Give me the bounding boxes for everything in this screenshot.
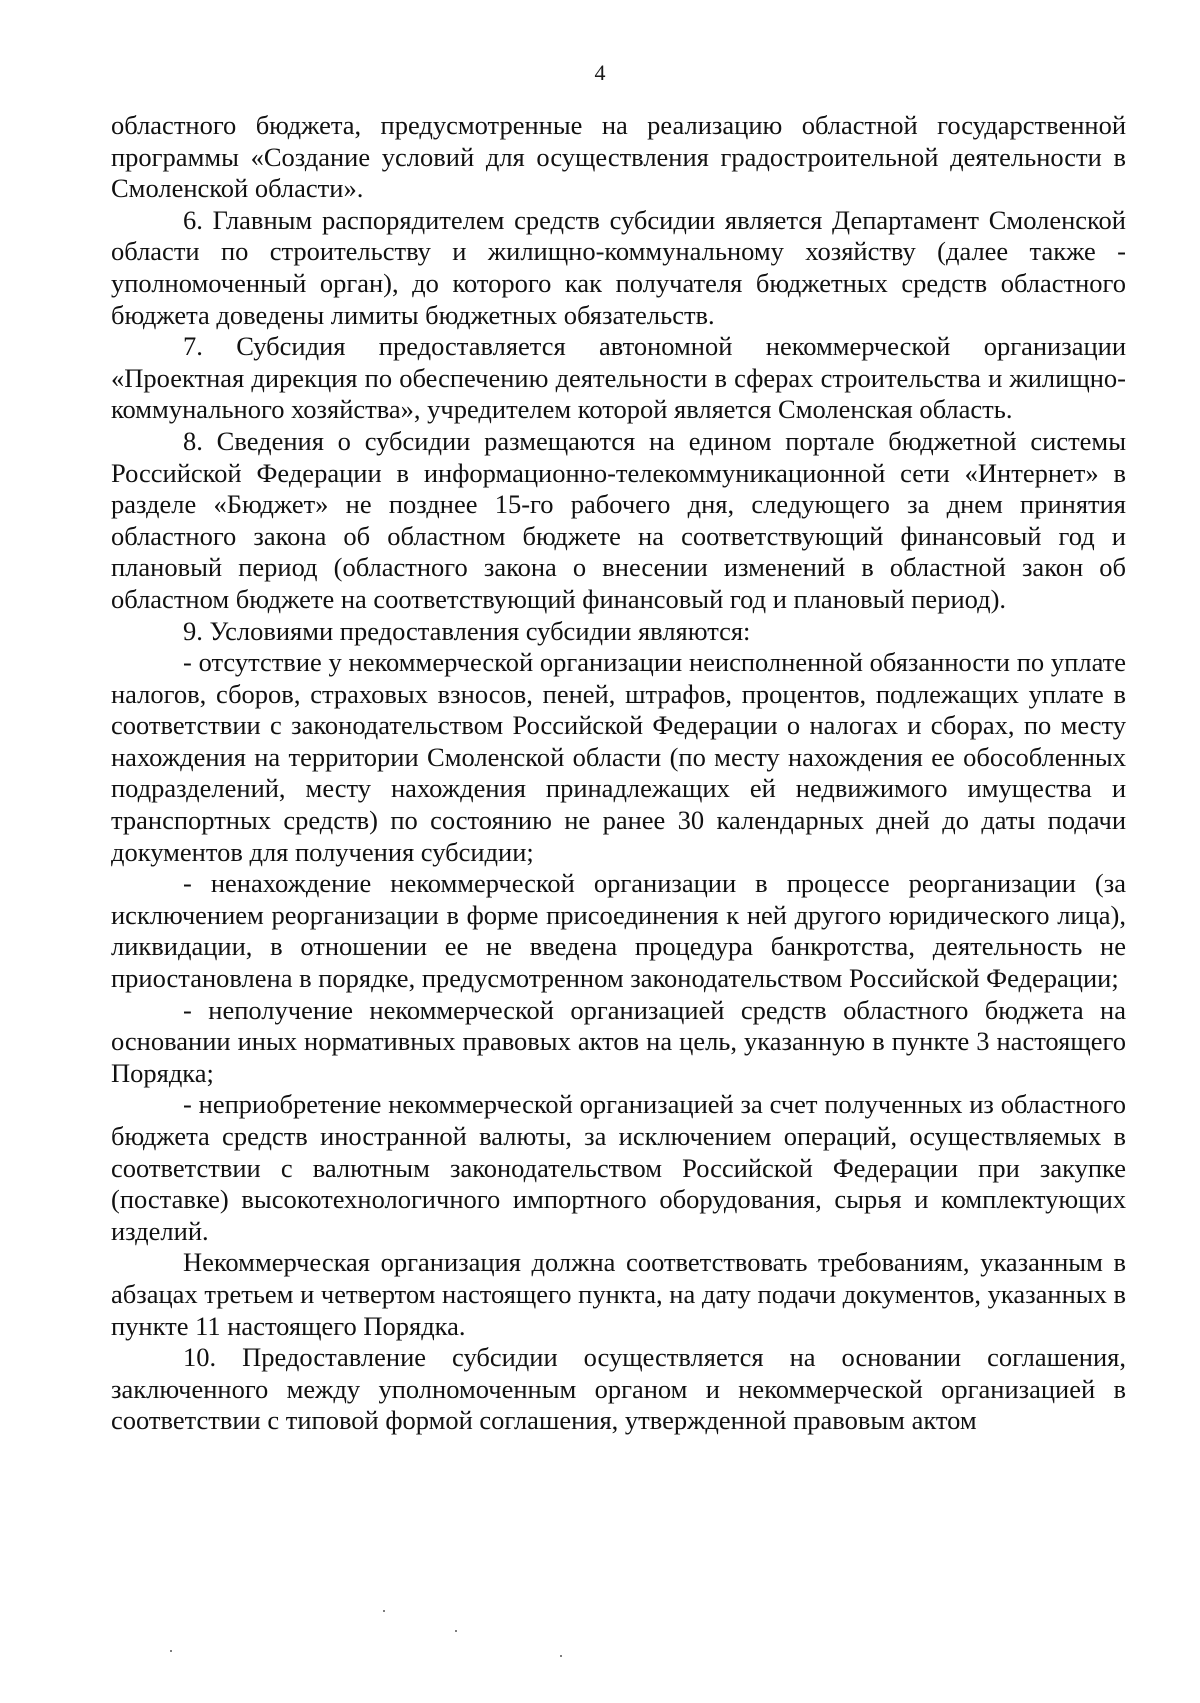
scan-speck — [383, 1610, 385, 1612]
paragraph-item-7: 7. Субсидия предоставляется автономной некоммерческой организации «Проектная дирекция по обеспечению деятельности в сферах строительства и жилищно-коммунального хозяйства», учредителем которой является Смоленская область. — [111, 331, 1126, 425]
page-number: 4 — [594, 60, 606, 85]
document-body — [111, 110, 1126, 1437]
condition-no-foreign-currency: - неприобретение некоммерческой организацией за счет полученных из областного бюджета средств иностранной валюты, за исключением операций, осуществляемых в соответствии с валютным законодательством Российской Федерации при закупке (поставке) высокотехнологичного импортного оборудования, сырья и комплектующих изделий. — [111, 1089, 1126, 1246]
scan-speck — [455, 1630, 457, 1632]
paragraph-requirements-date: Некоммерческая организация должна соответствовать требованиям, указанным в абзацах третьем и четвертом настоящего пункта, на дату подачи документов, указанных в пункте 11 настоящего Порядка. — [111, 1247, 1126, 1341]
condition-tax-debt: - отсутствие у некоммерческой организации неисполненной обязанности по уплате налогов, сборов, страховых взносов, пеней, штрафов, процентов, подлежащих уплате в соответствии с законодательством Российской Федерации о налогах и сборах, по месту нахождения на территории Смоленской области (по месту нахождения ее обособленных подразделений, месту нахождения принадлежащих ей недвижимого имущества и транспортных средств) по состоянию не ранее 30 календарных дней до даты подачи документов для получения субсидии; — [111, 647, 1126, 867]
paragraph-item-10: 10. Предоставление субсидии осуществляется на основании соглашения, заключенного между уполномоченным органом и некоммерческой организацией в соответствии с типовой формой соглашения, утвержденной правовым актом — [111, 1342, 1126, 1436]
condition-reorganization: - ненахождение некоммерческой организации в процессе реорганизации (за исключением реорганизации в форме присоединения к ней другого юридического лица), ликвидации, в отношении ее не введена процедура банкротства, деятельность не приостановлена в порядке, предусмотренном законодательством Российской Федерации; — [111, 868, 1126, 994]
paragraph-item-8: 8. Сведения о субсидии размещаются на едином портале бюджетной системы Российской Федерации в информационно-телекоммуникационной сети «Интернет» в разделе «Бюджет» не позднее 15-го рабочего дня, следующего за днем принятия областного закона об областном бюджете на соответствующий финансовый год и плановый период (областного закона о внесении изменений в областной закон об областном бюджете на соответствующий финансовый год и плановый период). — [111, 425, 1126, 614]
scan-speck — [170, 1650, 172, 1652]
scan-speck — [560, 1655, 562, 1657]
paragraph-item-6: 6. Главным распорядителем средств субсидии является Департамент Смоленской области по строительству и жилищно-коммунальному хозяйству (далее также - уполномоченный орган), до которого как получателя бюджетных средств областного бюджета доведены лимиты бюджетных обязательств. — [111, 204, 1126, 330]
paragraph-continuation: областного бюджета, предусмотренные на реализацию областной государственной программы «Создание условий для осуществления градостроительной деятельности в Смоленской области». — [111, 110, 1126, 204]
paragraph-item-9: 9. Условиями предоставления субсидии являются: — [183, 615, 751, 646]
condition-no-other-funds: - неполучение некоммерческой организацией средств областного бюджета на основании иных нормативных правовых актов на цель, указанную в пункте 3 настоящего Порядка; — [111, 994, 1126, 1088]
